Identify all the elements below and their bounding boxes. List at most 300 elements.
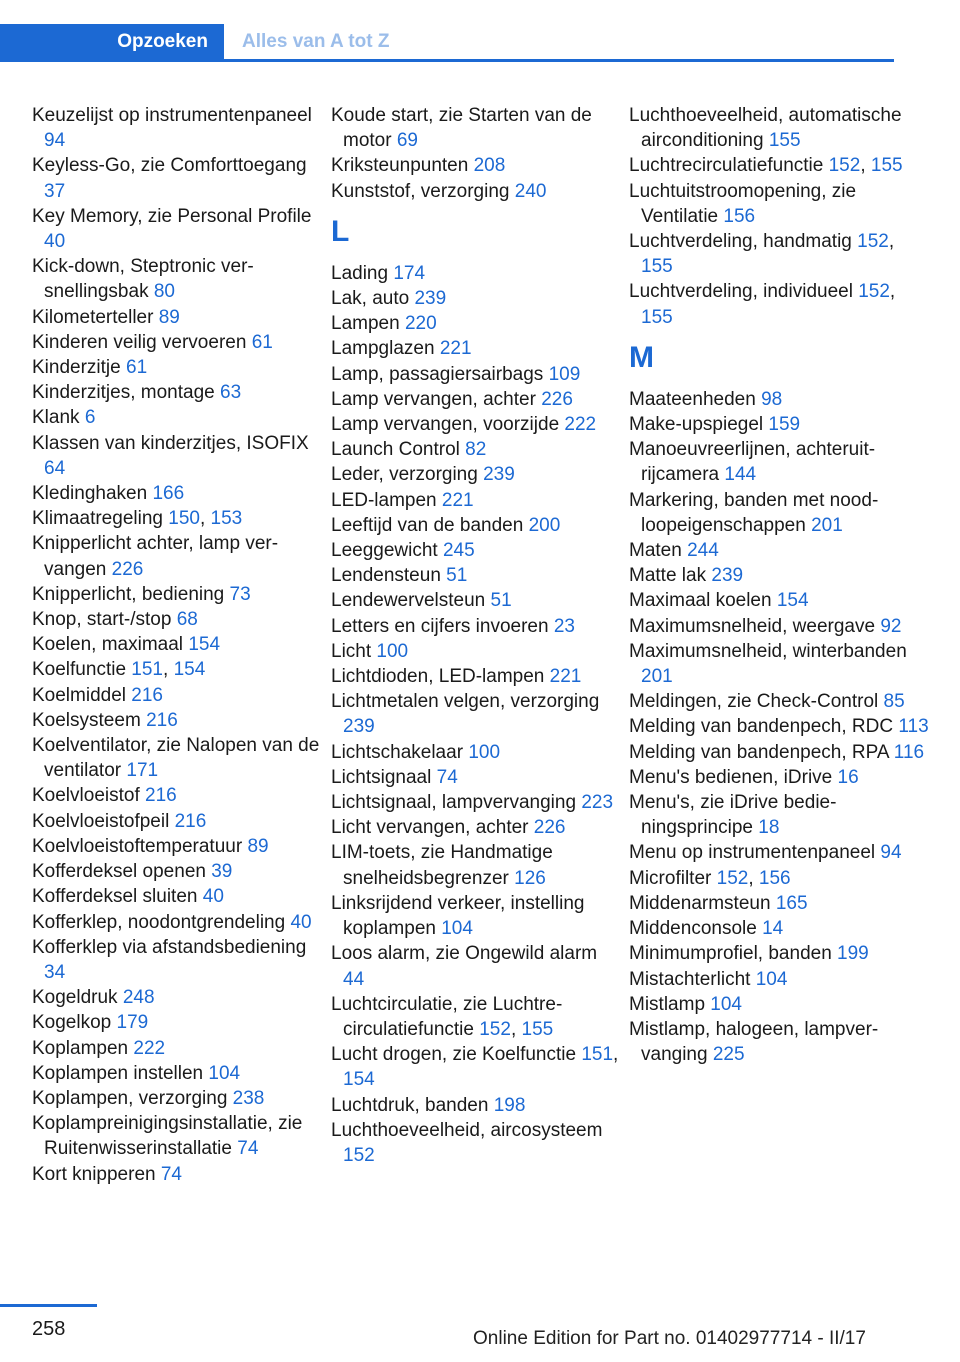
footer-rule [0,1304,97,1307]
page-link[interactable]: 216 [174,810,207,832]
page-link[interactable]: 80 [153,281,175,303]
page-link[interactable]: 174 [393,262,426,284]
page-link[interactable]: 113 [898,716,929,738]
index-term: Koplampreinigingsinstallatie, zie Ruitenwisserinstallatie [32,1113,303,1160]
index-entry [331,387,621,412]
index-term: Kofferklep, noodontgrendeling [32,911,286,933]
index-entry [331,412,621,437]
page-link[interactable]: 216 [146,709,178,731]
page-link[interactable]: 64 [44,457,66,479]
index-term: Knop, start-/stop [32,609,172,631]
index-term: Koelen, maximaal [32,634,184,656]
index-term: Klimaatregeling [32,508,163,530]
index-term: Leeftijd van de banden [331,514,524,536]
page-link[interactable]: 152 [828,155,861,177]
index-term: Kilometerteller [32,306,154,328]
page-link[interactable]: 100 [468,741,501,763]
index-term: Menu's bedienen, iDrive [629,766,833,788]
tab-opzoeken-label: Opzoeken [117,30,208,52]
index-term: Luchtcirculatie, zie Luchtrecirculatiefunctie [331,993,563,1040]
index-entry [331,891,621,941]
page-link[interactable]: 94 [44,130,66,152]
index-entry [331,462,621,487]
page-link[interactable]: 155 [521,1018,554,1040]
index-term: Kick-down, Steptronic versnellingsbak [32,256,254,303]
index-entry [331,790,621,815]
index-entry [331,765,621,790]
index-entry [32,1111,322,1161]
index-entry [32,607,322,632]
page-link[interactable]: 44 [343,968,365,990]
page-link[interactable]: 104 [208,1062,241,1084]
index-term: Luchtverdeling, individueel [629,281,853,303]
page-link[interactable]: 144 [724,464,757,486]
page-link[interactable]: 116 [893,741,925,763]
index-entry [32,910,322,935]
page-link[interactable]: 109 [548,363,581,385]
index-term: Licht [331,640,372,662]
index-entry [32,783,322,808]
index-term: Luchtdruk, banden [331,1094,489,1116]
tab-alles-van-a-tot-z[interactable] [242,24,389,59]
index-entry [331,437,621,462]
index-entry [32,683,322,708]
index-entry: Luchtcirculatie, zie Luchtrecirculatiefunctie 152, 155 [331,993,563,1040]
index-entry [32,935,322,985]
page-number: 258 [32,1318,66,1340]
page-link[interactable]: 63 [220,382,242,404]
page-link[interactable]: 239 [711,565,744,587]
index-entry [331,840,621,890]
page-link[interactable]: 100 [376,640,409,662]
index-entry [331,538,621,563]
index-entry [331,1093,621,1118]
index-entry [331,941,621,991]
index-term: Maximaal koelen [629,590,772,612]
index-entry [629,992,929,1017]
index-term: Licht vervangen, achter [331,817,529,839]
page-link[interactable]: 68 [176,609,198,631]
index-term: Koelvloeistoftemperatuur [32,835,243,857]
index-entry: Koelfunctie 151, 154 [32,659,206,681]
page-link[interactable]: 34 [44,961,66,983]
index-term: Kinderen veilig vervoeren [32,331,247,353]
index-term: Kledinghaken [32,483,148,505]
index-entry [32,1086,322,1111]
index-entry [629,437,929,487]
index-term: Kogelkop [32,1012,112,1034]
index-entry [32,431,322,481]
index-term: Lampglazen [331,338,435,360]
index-term: LIM-toets, zie Handmatige snelheidsbegrenzer [331,842,553,889]
index-entry [32,985,322,1010]
index-term: Keuzelijst op instrumentenpaneel [32,105,312,126]
index-entry [331,513,621,538]
page-link[interactable]: 239 [414,288,447,310]
page-link[interactable]: 220 [404,313,437,335]
index-entry [331,1118,621,1168]
index-term: Kort knipperen [32,1163,156,1185]
page-link[interactable]: 40 [202,886,224,908]
page-link[interactable]: 89 [247,835,269,857]
index-term: Lichtschakelaar [331,741,464,763]
index-entry: Luchtverdeling, individueel 152, 155 [629,281,896,328]
index-term: Mistlamp [629,993,706,1015]
page-link[interactable]: 51 [446,565,468,587]
index-entry [331,689,621,739]
index-term: Klassen van kinderzitjes, ISOFIX [32,432,309,454]
index-term: Kofferdeksel sluiten [32,886,198,908]
index-term: Lak, auto [331,288,410,310]
page-link[interactable]: 199 [837,943,869,965]
page-link[interactable]: 16 [837,766,859,788]
index-entry [32,733,322,783]
index-term: Make-upspiegel [629,414,764,436]
index-term: Luchthoeveelheid, automatische airconditioning [629,105,902,152]
index-term: Klank [32,407,80,429]
index-term: Leder, verzorging [331,464,478,486]
index-entry [331,103,621,153]
index-entry [32,1162,322,1187]
page-link[interactable]: 216 [145,785,177,807]
index-entry [32,1036,322,1061]
index-term: Lichtdioden, LED-lampen [331,666,545,688]
index-term: Koplampen [32,1037,129,1059]
page-link[interactable]: 14 [762,918,784,940]
page-link[interactable]: 74 [436,766,458,788]
index-entry [629,488,929,538]
page-link[interactable]: 61 [251,331,273,353]
index-entry [32,809,322,834]
page-link[interactable]: 51 [490,590,512,612]
index-term: Matte lak [629,565,707,587]
index-entry [331,639,621,664]
index-term: Lichtsignaal, lampvervanging [331,792,577,814]
index-entry [629,538,929,563]
page-link[interactable]: 40 [44,231,66,253]
index-entry [32,405,322,430]
page-link[interactable]: 151 [581,1044,614,1066]
index-term: Lading [331,262,389,284]
index-term: Middenconsole [629,918,757,940]
section-letter: L [331,214,350,248]
page-link[interactable]: 152 [857,231,889,253]
page-link[interactable]: 171 [126,760,159,782]
page-link[interactable]: 152 [716,867,749,889]
index-term: Lendewervelsteun [331,590,486,612]
page-link[interactable]: 221 [439,338,472,360]
index-term: Linksrijdend verkeer, instelling koplampen [331,892,585,940]
index-term: Microfilter [629,867,712,889]
index-entry [629,916,929,941]
index-term: Melding van bandenpech, RDC [629,716,894,738]
header-tab-bar [0,24,894,62]
page-link[interactable]: 69 [396,130,418,152]
page-link[interactable]: 82 [465,439,487,461]
index-entry [331,815,621,840]
index-term: Koelfunctie [32,659,127,681]
index-entry [32,380,322,405]
index-term: Loos alarm, zie Ongewild alarm [331,943,598,965]
index-term: Kunststof, verzorging [331,180,510,202]
index-term: Key Memory, zie Personal Profile [32,205,312,227]
index-term: Lichtsignaal [331,766,432,788]
index-entry [629,765,929,790]
index-term: Launch Control [331,439,460,461]
page-link[interactable]: 98 [761,388,783,410]
index-entry [629,1017,929,1067]
index-entry [629,639,929,689]
index-entry: Luchtrecirculatiefunctie 152, 155 [629,155,903,177]
page-link[interactable]: 154 [173,659,206,681]
page-link[interactable]: 104 [755,968,788,990]
page-link[interactable]: 152 [479,1018,511,1040]
index-entry [32,481,322,506]
index-term: Minimumprofiel, banden [629,943,832,965]
index-entry [32,1061,322,1086]
page-link[interactable]: 223 [581,792,614,814]
section-letter: M [629,340,654,374]
index-term: Middenarmsteun [629,892,771,914]
page-link[interactable]: 154 [776,590,809,612]
index-entry: Lucht drogen, zie Koelfunctie 151, 154 [331,1044,619,1091]
page-link[interactable]: 239 [483,464,515,486]
index-entry [331,179,621,204]
index-term: Knipperlicht achter, lamp vervangen [32,533,279,580]
index-term: Manoeuvreerlijnen, achteruitrijcamera [629,439,876,486]
index-column-3 [629,103,929,1067]
index-entry [32,531,322,581]
index-term: Kriksteunpunten [331,155,469,177]
edition-note: Online Edition for Part no. 01402977714 - II/17 [473,1328,866,1349]
page-link[interactable]: 150 [168,508,200,530]
index-entry [629,714,929,739]
page-link[interactable]: 61 [126,357,148,379]
index-term: Mistlamp, halogeen, lampvervanging [629,1018,879,1066]
tab-alles-van-a-tot-z-label: Alles van A tot Z [242,30,390,52]
index-entry [331,286,621,311]
page-link[interactable]: 74 [160,1163,182,1185]
index-term: Maximumsnelheid, winterbanden [629,640,907,662]
index-entry [629,588,929,613]
index-term: Luchtrecirculatiefunctie [629,155,824,177]
index-entry [331,311,621,336]
index-entry [331,336,621,361]
page-link[interactable]: 238 [232,1087,265,1109]
index-term: Maximumsnelheid, weergave [629,615,876,637]
page-link[interactable]: 104 [441,918,473,940]
page-link[interactable]: 221 [549,666,582,688]
index-entry [629,689,929,714]
index-term: Menu op instrumentenpaneel [629,842,876,864]
index-term: Kinderzitje [32,357,121,379]
page-link[interactable]: 179 [116,1012,149,1034]
index-entry [331,488,621,513]
page-link[interactable]: 165 [775,892,808,914]
index-term: Melding van bandenpech, RPA [629,741,889,763]
index-term: Lichtmetalen velgen, verzorging [331,691,600,713]
index-term: Meldingen, zie Check-Control [629,691,879,713]
page-link[interactable]: 208 [473,155,506,177]
page-link[interactable]: 18 [758,817,780,839]
index-term: Menu's, zie iDrive bedieningsprincipe [629,792,837,839]
page-link[interactable]: 94 [880,842,902,864]
index-entry [331,563,621,588]
index-entry [629,387,929,412]
page-link[interactable]: 39 [211,861,233,883]
index-term: Letters en cijfers invoeren [331,615,549,637]
page-link[interactable]: 155 [768,130,801,152]
index-entry [331,664,621,689]
page-link[interactable]: 226 [541,388,573,410]
index-entry [32,884,322,909]
index-entry [32,834,322,859]
page-link[interactable]: 225 [712,1044,745,1066]
page-link[interactable]: 200 [528,514,561,536]
index-term: Lamp, passagiersairbags [331,363,544,385]
page-link[interactable]: 126 [514,867,546,889]
index-entry [32,582,322,607]
page-link[interactable]: 244 [687,540,719,562]
tab-opzoeken[interactable] [0,24,224,59]
index-entry [331,588,621,613]
page-link[interactable]: 159 [768,414,801,436]
index-term: Kofferdeksel openen [32,861,206,883]
page-link[interactable]: 226 [533,817,566,839]
index-term: Koude start, zie Starten van de motor [331,105,592,152]
index-entry [331,614,621,639]
page-link[interactable]: 6 [84,407,96,429]
index-term: Koplampen instellen [32,1062,204,1084]
index-entry [629,103,929,153]
index-column-1 [32,103,322,1187]
page-link[interactable]: 221 [441,489,474,511]
page-link[interactable]: 152 [858,281,890,303]
index-entry [32,632,322,657]
page-link[interactable]: 151 [131,659,163,681]
page-link[interactable]: 248 [122,987,155,1009]
page-link[interactable]: 23 [553,615,575,637]
page-link[interactable]: 89 [158,306,180,328]
index-entry [32,204,322,254]
index-term: Kofferklep via afstandsbediening [32,936,307,958]
index-entry [32,330,322,355]
page-link[interactable]: 201 [811,514,843,536]
index-term: Lendensteun [331,565,441,587]
index-term: Lamp vervangen, achter [331,388,536,410]
index-entry [629,412,929,437]
index-term: LED-lampen [331,489,437,511]
index-term: Kinderzitjes, montage [32,382,215,404]
index-term: Lucht drogen, zie Koelfunctie [331,1044,577,1066]
index-entry [331,740,621,765]
page-link[interactable]: 222 [133,1037,166,1059]
index-term: Luchthoeveelheid, aircosysteem [331,1119,603,1141]
page-link[interactable]: 85 [883,691,905,713]
index-entry [629,891,929,916]
index-term: Lampen [331,313,400,335]
index-entry [331,261,621,286]
index-term: Luchtuitstroomopening, zie Ventilatie [629,180,857,227]
index-entry [629,614,929,639]
index-term: Luchtverdeling, handmatig [629,231,852,253]
page-link[interactable]: 239 [343,716,375,738]
page-link[interactable]: 37 [44,180,66,202]
index-term: Keyless-Go, zie Comforttoegang [32,155,307,177]
index-entry [629,740,929,765]
index-entry [331,362,621,387]
index-term: Kogeldruk [32,987,118,1009]
page-link[interactable]: 104 [710,993,742,1015]
index-entry [32,1010,322,1035]
page-link[interactable]: 166 [152,483,185,505]
index-term: Markering, banden met noodloopeigenschappen [629,489,879,536]
index-term: Koelsysteem [32,709,141,731]
index-entry [32,254,322,304]
page-link[interactable]: 198 [493,1094,526,1116]
page-link[interactable]: 155 [641,306,673,328]
index-term: Knipperlicht, bediening [32,583,225,605]
page-link[interactable]: 74 [237,1138,259,1160]
index-entry [32,305,322,330]
page-link[interactable]: 245 [442,540,475,562]
page-link[interactable]: 226 [111,558,144,580]
index-term: Koelmiddel [32,684,126,706]
page-link[interactable]: 154 [188,634,221,656]
page-link[interactable]: 92 [880,615,902,637]
page-link[interactable]: 201 [641,666,673,688]
index-entry [32,103,322,153]
index-entry [32,708,322,733]
index-entry [32,153,322,203]
page-link[interactable]: 155 [870,155,903,177]
index-term: Maten [629,540,682,562]
index-term: Koelvloeistofpeil [32,810,170,832]
page-link[interactable]: 152 [343,1144,375,1166]
index-term: Lamp vervangen, voorzijde [331,414,560,436]
index-term: Mistachterlicht [629,968,751,990]
page-link[interactable]: 222 [564,414,597,436]
index-entry [629,790,929,840]
index-term: Koelventilator, zie Nalopen van de ventilator [32,735,320,782]
index-entry: Luchtverdeling, handmatig 152, 155 [629,231,895,278]
index-term: Maateenheden [629,388,756,410]
index-term: Koplampen, verzorging [32,1087,228,1109]
page-link[interactable]: 156 [758,867,791,889]
index-entry [629,179,929,229]
index-entry [32,355,322,380]
page-link[interactable]: 154 [343,1069,375,1091]
index-entry: Klimaatregeling 150, 153 [32,508,243,530]
index-entry [629,840,929,865]
page-link[interactable]: 240 [514,180,547,202]
page-link[interactable]: 40 [290,911,312,933]
page-link[interactable]: 153 [210,508,243,530]
page-link[interactable]: 156 [723,205,756,227]
index-term: Koelvloeistof [32,785,140,807]
page-link[interactable]: 155 [641,256,673,278]
index-entry: Microfilter 152, 156 [629,867,791,889]
page-link[interactable]: 73 [229,583,251,605]
index-entry [629,941,929,966]
index-entry [32,859,322,884]
page-link[interactable]: 216 [131,684,163,706]
index-entry [629,967,929,992]
index-term: Leeggewicht [331,540,438,562]
index-entry [331,153,621,178]
index-column-2 [331,103,621,1168]
index-entry [629,563,929,588]
